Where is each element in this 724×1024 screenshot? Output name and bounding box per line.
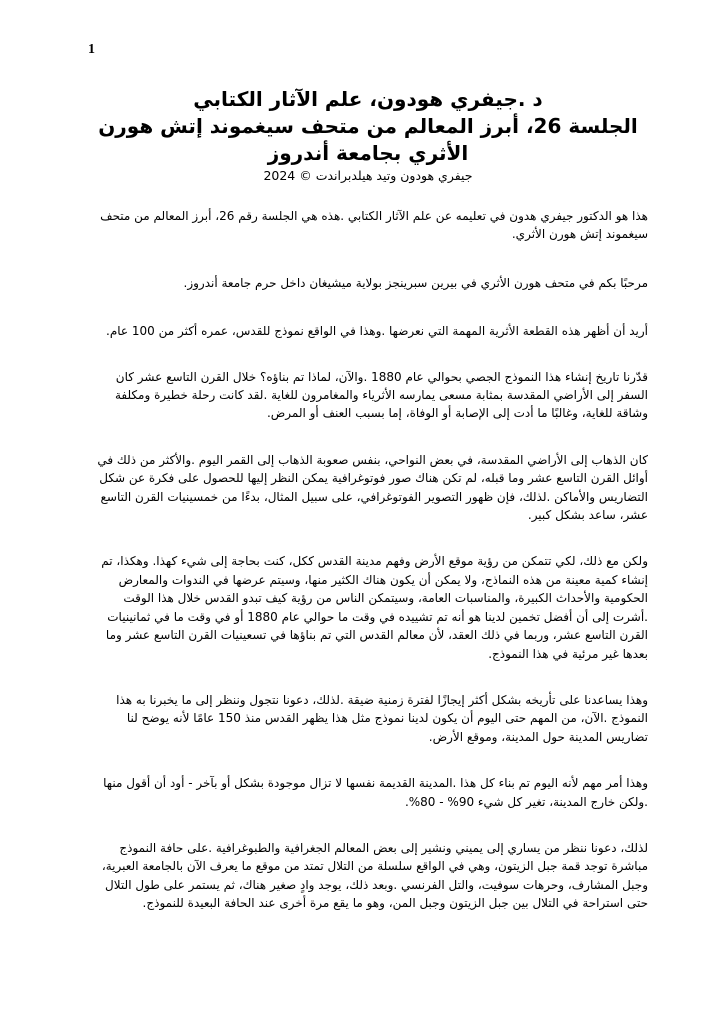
title-line-1: د .جيفري هودون، علم الآثار الكتابي bbox=[193, 87, 543, 111]
paragraph-welcome: مرحبًا بكم في متحف هورن الأثري في بيرين سبرينجز بولاية ميشيغان داخل حرم جامعة أندروز. bbox=[183, 275, 648, 290]
paragraph-topography: وهذا يساعدنا على تأريخه بشكل أكثر إيجازًا لفترة زمنية ضيقة .لذلك، دعونا نتجول وننظر إلى ما يخبرنا به هذا النموذج .الآن، من المهم حتى اليوم أن يكون لدينا نموذج مثل هذا يظهر القدس منذ 150 عامًا لأنه يوضح لنا تضاريس المدينة حول المدينة، وموقع الأرض. bbox=[116, 692, 648, 744]
paragraph-dating: قدّرنا تاريخ إنشاء هذا النموذج الجصي بحوالي عام 1880 .والآن، لماذا تم بناؤه؟ خلال القرن التاسع عشر كان السفر إلى الأراضي المقدسة بمثابة مسعى يمارسه الأثرياء والمغامرون للغاية .لقد كانت رحلة خطيرة ومكلفة وشاقة للغاية، وغالبًا ما أدت إلى الإصابة أو الوفاة، إما بسبب العنف أو المرض. bbox=[114, 369, 648, 421]
page-number: 1 bbox=[88, 42, 95, 57]
document-title bbox=[88, 86, 648, 185]
paragraph-artifact: أريد أن أظهر هذه القطعة الأثرية المهمة التي نعرضها .وهذا في الواقع نموذج للقدس، عمره أكثر من 100 عام. bbox=[106, 324, 648, 339]
paragraph-change: وهذا أمر مهم لأنه اليوم تم بناء كل هذا .المدينة القديمة نفسها لا تزال موجودة بشكل أو بآخر - أود أن أقول منها .ولكن خارج المدينة، تغير كل شيء 90% - 80%. bbox=[103, 776, 648, 809]
author-copyright-line: جيفري هودون وتيد هيلدبراندت © 2024 bbox=[263, 168, 473, 183]
title-line-2: الجلسة 26، أبرز المعالم من متحف سيغموند إتش هورن bbox=[98, 114, 638, 138]
paragraph-travel: كان الذهاب إلى الأراضي المقدسة، في بعض النواحي، بنفس صعوبة الذهاب إلى القمر اليوم .والأكثر من ذلك في أوائل القرن التاسع عشر وما قبله، لم تكن هناك صور فوتوغرافية يمكن النظر إليها للحصول على فكرة عن شكل التضاريس والأماكن .لذلك، فإن ظهور التصوير الفوتوغرافي، على سبيل المثال، بدءًا من خمسينيات القرن التاسع عشر، ساعد بشكل كبير. bbox=[97, 452, 648, 523]
paragraph-intro: هذا هو الدكتور جيفري هدون في تعليمه عن علم الآثار الكتابي .هذه هي الجلسة رقم 26، أبرز المعالم من متحف سيغموند إتش هورن الأثري. bbox=[100, 209, 648, 242]
paragraph-models: ولكن مع ذلك، لكي تتمكن من رؤية موقع الأرض وفهم مدينة القدس ككل، كنت بحاجة إلى شيء كهذا. وهكذا، تم إنشاء كمية معينة من هذه النماذج، ولا يمكن أن يكون هناك الكثير منها، وسيتم عرضها في الندوات والمعارض الحكومية والأحداث الكبيرة، والمناسبات العامة، وسيتمكن الناس من رؤية كيف تبدو القدس خلال هذا الوقت .أشرت إلى أن أفضل تخمين لدينا هو أنه تم تشييده في وقت ما حوالي عام 1880 أو في وقت ما في ثمانينيات القرن التاسع عشر، وربما في ذلك العقد، لأن معالم القدس التي تم بناؤها في تسعينيات القرن التاسع عشر وما بعدها غير مرئية في هذا النموذج. bbox=[101, 554, 648, 661]
paragraph-landmarks: لذلك، دعونا ننظر من يساري إلى يميني ونشير إلى بعض المعالم الجغرافية والطبوغرافية .على حافة النموذج مباشرة توجد قمة جبل الزيتون، وهي في الواقع سلسلة من التلال تمتد من موقع ما يعرف الآن بالجامعة العبرية، وجبل المشارف، وحرهات سوفيت، والتل الفرنسي .وبعد ذلك، يوجد وادٍ صغير هناك، ثم يستمر على طول التلال حتى استراحة في التلال بين جبل الزيتون وجبل المن، وهو ما يقع مرة أخرى عند الحافة البعيدة للنموذج. bbox=[101, 840, 648, 911]
document-body bbox=[88, 86, 648, 913]
title-line-3: الأثري بجامعة أندروز bbox=[267, 141, 469, 165]
